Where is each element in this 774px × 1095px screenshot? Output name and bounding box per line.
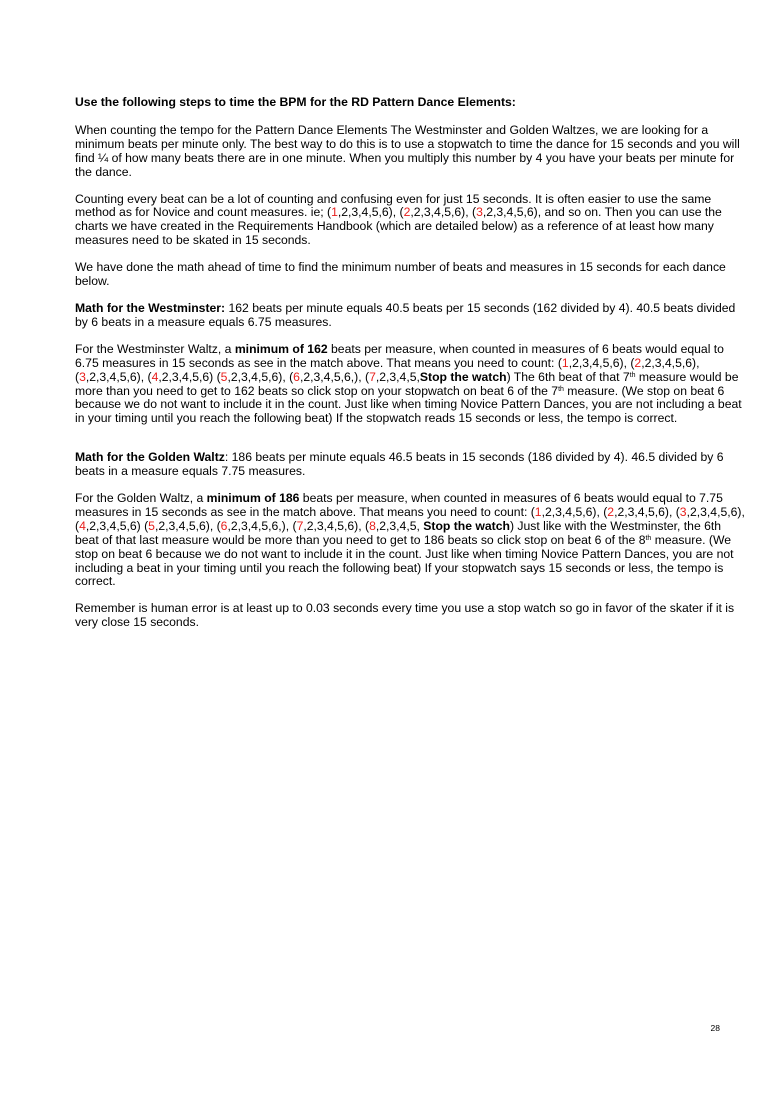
counting-paragraph	[75, 193, 747, 249]
measure-number: 2	[634, 355, 642, 370]
counting-text: ,2,3,4,5,6), and so on. Then you can use the charts we have created in the Requirements Handbook (which are detailed below) as a reference of at least how many measures need to be skated in 15 seconds.	[75, 205, 722, 248]
intro-paragraph: When counting the tempo for the Pattern Dance Elements The Westminster and Golden Waltzes, we are looking for a minimum beats per minute only. The best way to do this is to use a stopwatch to time the dance for 15 seconds and you will find ¼ of how many beats there are in one minute. When you multiply this number by 4 you have your beats per minute for the dance.	[75, 122, 740, 179]
page-number: 28	[710, 1023, 720, 1033]
measure-number: 7	[369, 369, 376, 384]
remember-paragraph: Remember is human error is at least up to 0.03 seconds every time you use a stop watch so go in favor of the skater if it is very close 15 seconds.	[75, 601, 735, 630]
page-heading: Use the following steps to time the BPM for the RD Pattern Dance Elements:	[75, 95, 516, 109]
count-text: ,2,3,4,5,	[375, 518, 424, 533]
golden-text: beats per measure, when counted in measures of 6 beats would equal to 7.75 measures in 15 seconds as see in the match above. That means you need to count: (	[75, 491, 723, 519]
measure-number: 4	[151, 369, 159, 384]
measure-number: 5	[220, 369, 228, 384]
westminster-text: measure. (We stop on beat 6 because we do not want to include it in the count. Just like when timing Novice Pattern Dances, you are not including a beat in your timing until you reach the following beat) If the stopwatch reads 15 seconds or less, the tempo is correct.	[75, 383, 742, 426]
count-text: ,2,3,4,5,6), (	[568, 355, 635, 370]
golden-math-paragraph	[75, 451, 747, 479]
counting-text: ,2,3,4,5,6), (	[337, 205, 404, 220]
measure-number: 2	[607, 504, 615, 519]
count-text: ,2,3,4,5,6), (	[154, 518, 221, 533]
count-text: ,2,3,4,5,6) (	[85, 518, 149, 533]
westminster-math-paragraph	[75, 302, 747, 330]
measure-number: 1	[561, 355, 569, 370]
golden-math-text: : 186 beats per minute equals 46.5 beats in 15 seconds (186 divided by 4). 46.5 divided by 6 beats in a measure equals 7.75 measures.	[75, 450, 724, 479]
count-text: ,2,3,4,5,6), (	[614, 504, 680, 519]
measure-number: 7	[296, 518, 304, 533]
golden-math-label: Math for the Golden Waltz	[75, 450, 225, 465]
measure-number: 1	[331, 205, 338, 220]
counting-text: ,2,3,4,5,6), (	[410, 205, 477, 220]
measure-number: 4	[79, 518, 86, 533]
golden-text: ) Just like with the Westminster, the 6th beat of that last measure would be more than you need to get to 186 beats so click stop on beat 6 of the 8	[75, 518, 722, 547]
counting-text: Counting every beat can be a lot of counting and confusing even for just 15 seconds. It is often easier to use the same method as for Novice and count measures. ie; (	[75, 191, 712, 220]
golden-text: For the Golden Waltz, a	[75, 491, 207, 506]
westminster-text: For the Westminster Waltz, a	[75, 341, 235, 356]
westminster-math-text: 162 beats per minute equals 40.5 beats per 15 seconds (162 divided by 4). 40.5 beats divided by 6 beats in a measure equals 6.75 measures.	[75, 300, 736, 329]
count-text: ,2,3,4,5,6), (	[227, 369, 294, 384]
count-text: ,2,3,4,5,6), (	[75, 355, 700, 384]
count-text: ,2,3,4,5,6), (	[541, 504, 608, 519]
golden-minimum-label: minimum of 186	[206, 491, 300, 506]
measure-number: 3	[79, 369, 86, 384]
count-text: ,2,3,4,5,	[375, 369, 420, 384]
ordinal-suffix: th	[645, 534, 652, 542]
count-text: ,2,3,4,5,6), (	[85, 369, 152, 384]
count-text: ,2,3,4,5,6) (	[158, 369, 221, 384]
ordinal-suffix: th	[558, 385, 564, 393]
stop-the-watch-label: Stop the watch	[423, 518, 510, 533]
ordinal-suffix: th	[629, 371, 636, 379]
math-intro-paragraph: We have done the math ahead of time to find the minimum number of beats and measures in 15 seconds for each dance below.	[75, 260, 726, 289]
measure-number: 1	[534, 504, 542, 519]
measure-number: 6	[293, 369, 300, 384]
count-text: ,2,3,4,5,6), (	[75, 504, 745, 533]
measure-number: 3	[679, 504, 687, 519]
westminster-text: measure would be more than you need to get to 162 beats so click stop on your stopwatch on beat 6 of the 7	[75, 369, 739, 398]
count-text: ,2,3,4,5,6,), (	[299, 369, 370, 384]
westminster-math-label: Math for the Westminster:	[75, 300, 226, 315]
measure-number: 5	[148, 518, 155, 533]
count-text: ,2,3,4,5,6,), (	[227, 518, 297, 533]
golden-count-paragraph	[75, 492, 747, 589]
document-page	[75, 96, 747, 643]
stop-the-watch-label: Stop the watch	[419, 369, 507, 384]
westminster-count-paragraph	[75, 343, 747, 426]
count-text: ,2,3,4,5,6), (	[303, 518, 370, 533]
golden-text: measure. (We stop on beat 6 because we do not want to include it in the count. Just like when timing Novice Pattern Dances, you are not including a beat in your timing until you reach the following beat) If your stopwatch says 15 seconds or less, the tempo is correct.	[75, 532, 734, 589]
westminster-text: ) The 6th beat of that 7	[506, 369, 630, 384]
westminster-text: beats per measure, when counted in measures of 6 beats would equal to 6.75 measures in 15 seconds as see in the match above. That means you need to count: (	[75, 341, 724, 370]
measure-number: 3	[476, 205, 483, 220]
measure-number: 6	[220, 518, 228, 533]
measure-number: 8	[369, 518, 376, 533]
measure-number: 2	[403, 205, 411, 220]
westminster-minimum-label: minimum of 162	[234, 341, 328, 356]
